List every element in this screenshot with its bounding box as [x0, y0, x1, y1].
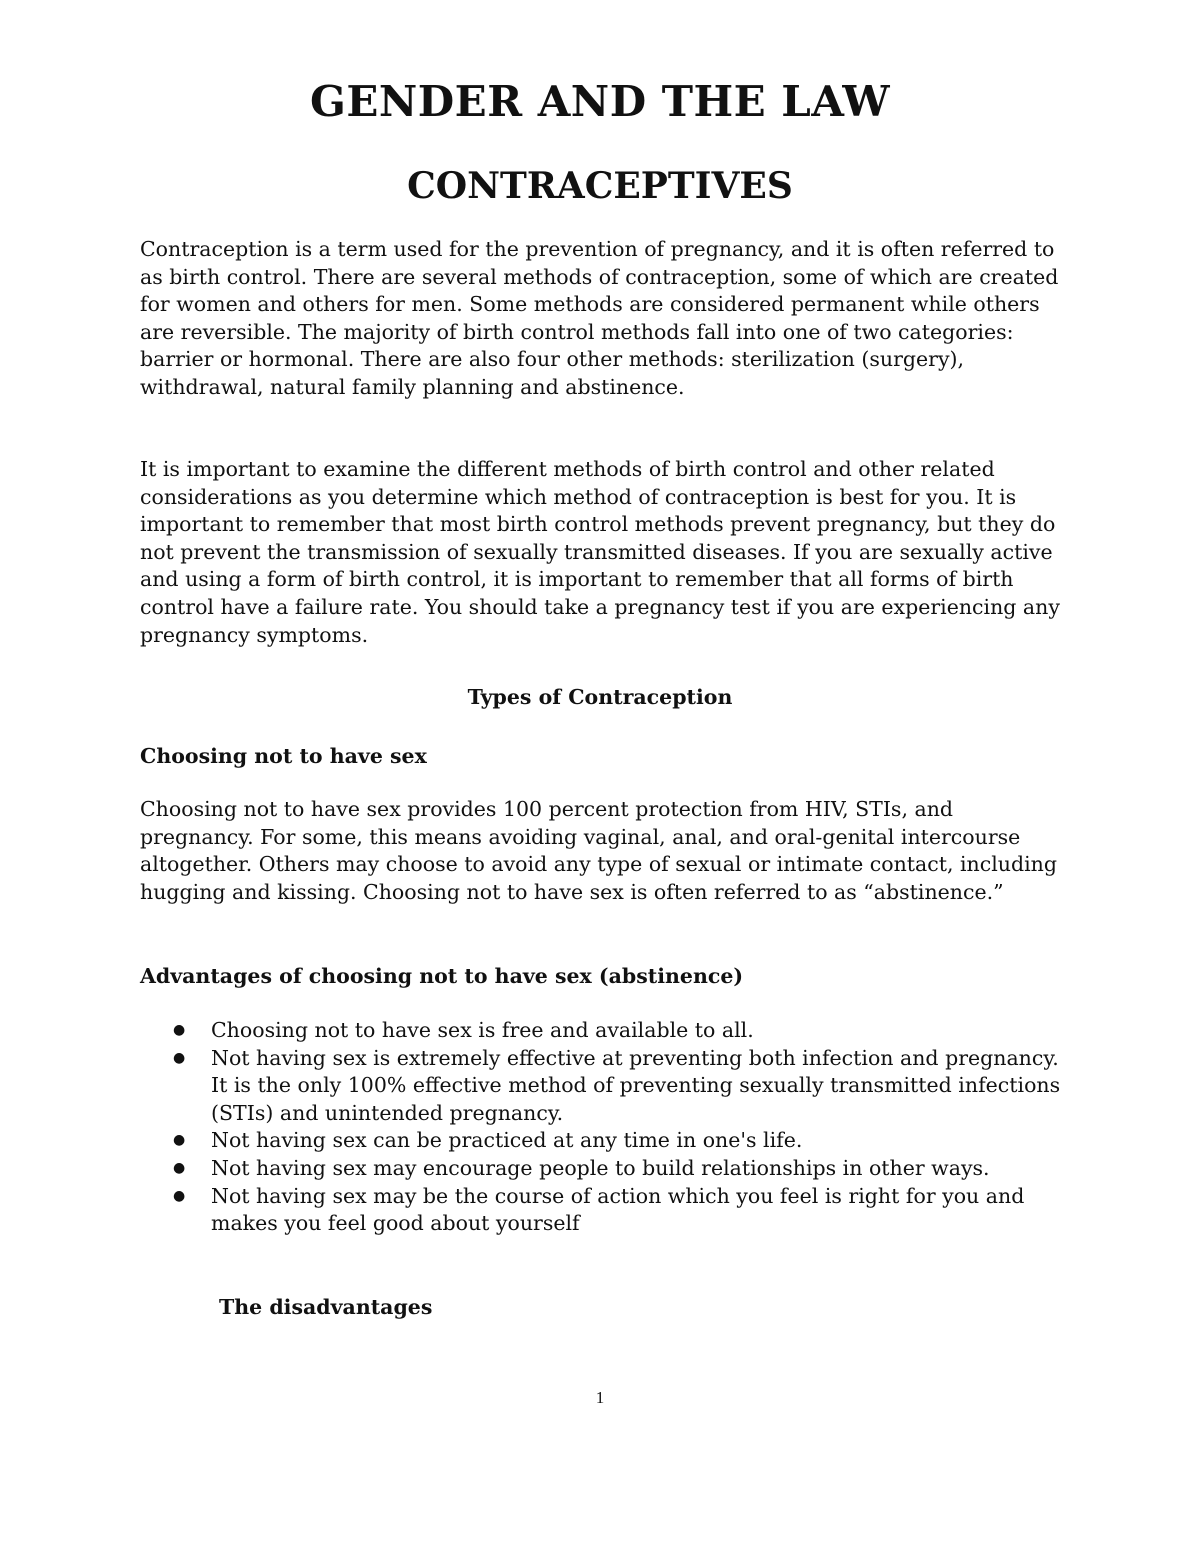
bullet-icon: ●: [173, 1159, 186, 1176]
abstinence-paragraph: Choosing not to have sex provides 100 percent protection from HIV, STIs, and pregnancy. For some, this means avoiding vaginal, anal, and oral-genital intercourse altogether. Others may choose to avoid any type of sexual or intimate contact, including hugging and kissing. Choosing not to have sex is often referred to as “abstinence.”: [140, 797, 1057, 904]
intro-paragraph: Contraception is a term used for the prevention of pregnancy, and it is often referred to as birth control. There are several methods of contraception, some of which are created for women and others for men. Some methods are considered permanent while others are reversible. The majority of birth control methods fall into one of two categories: barrier or hormonal. There are also four other methods: sterilization (surgery), withdrawal, natural family planning and abstinence.: [140, 237, 1059, 399]
document-title: GENDER AND THE LAW: [309, 77, 891, 126]
advantages-heading: Advantages of choosing not to have sex (abstinence): [140, 964, 744, 988]
list-item: [140, 1045, 1065, 1128]
list-item: [140, 1017, 1065, 1045]
bullet-icon: ●: [173, 1049, 186, 1066]
considerations-paragraph: It is important to examine the different methods of birth control and other related considerations as you determine which method of contraception is best for you. It is important to remember that most birth control methods prevent pregnancy, but they do not prevent the transmission of sexually transmitted diseases. If you are sexually active and using a form of birth control, it is important to remember that all forms of birth control have a failure rate. You should take a pregnancy test if you are experiencing any pregnancy symptoms.: [140, 457, 1060, 647]
list-item-text: Choosing not to have sex is free and available to all.: [211, 1018, 754, 1042]
list-item: [140, 1155, 1065, 1183]
choosing-heading: Choosing not to have sex: [140, 744, 427, 768]
disadvantages-heading: The disadvantages: [219, 1295, 433, 1319]
types-heading: Types of Contraception: [467, 685, 733, 709]
list-item-text: Not having sex may encourage people to build relationships in other ways.: [211, 1155, 990, 1180]
bullet-icon: ●: [173, 1132, 186, 1149]
list-item-text: Not having sex is extremely effective at preventing both infection and pregnancy. It is the only 100% effective method of preventing sexually transmitted infections (STIs) and unintended pregnancy.: [211, 1045, 1061, 1125]
list-item: [140, 1183, 1065, 1238]
list-item: [140, 1127, 1065, 1155]
page-number: 1: [595, 1388, 605, 1407]
document-subtitle: CONTRACEPTIVES: [407, 165, 793, 207]
list-item-text: Not having sex may be the course of action which you feel is right for you and makes you feel good about yourself: [211, 1183, 1025, 1236]
advantages-list: [140, 1017, 1065, 1238]
bullet-icon: ●: [173, 1022, 186, 1038]
list-item-text: Not having sex can be practiced at any time in one's life.: [211, 1128, 803, 1153]
bullet-icon: ●: [173, 1187, 186, 1204]
